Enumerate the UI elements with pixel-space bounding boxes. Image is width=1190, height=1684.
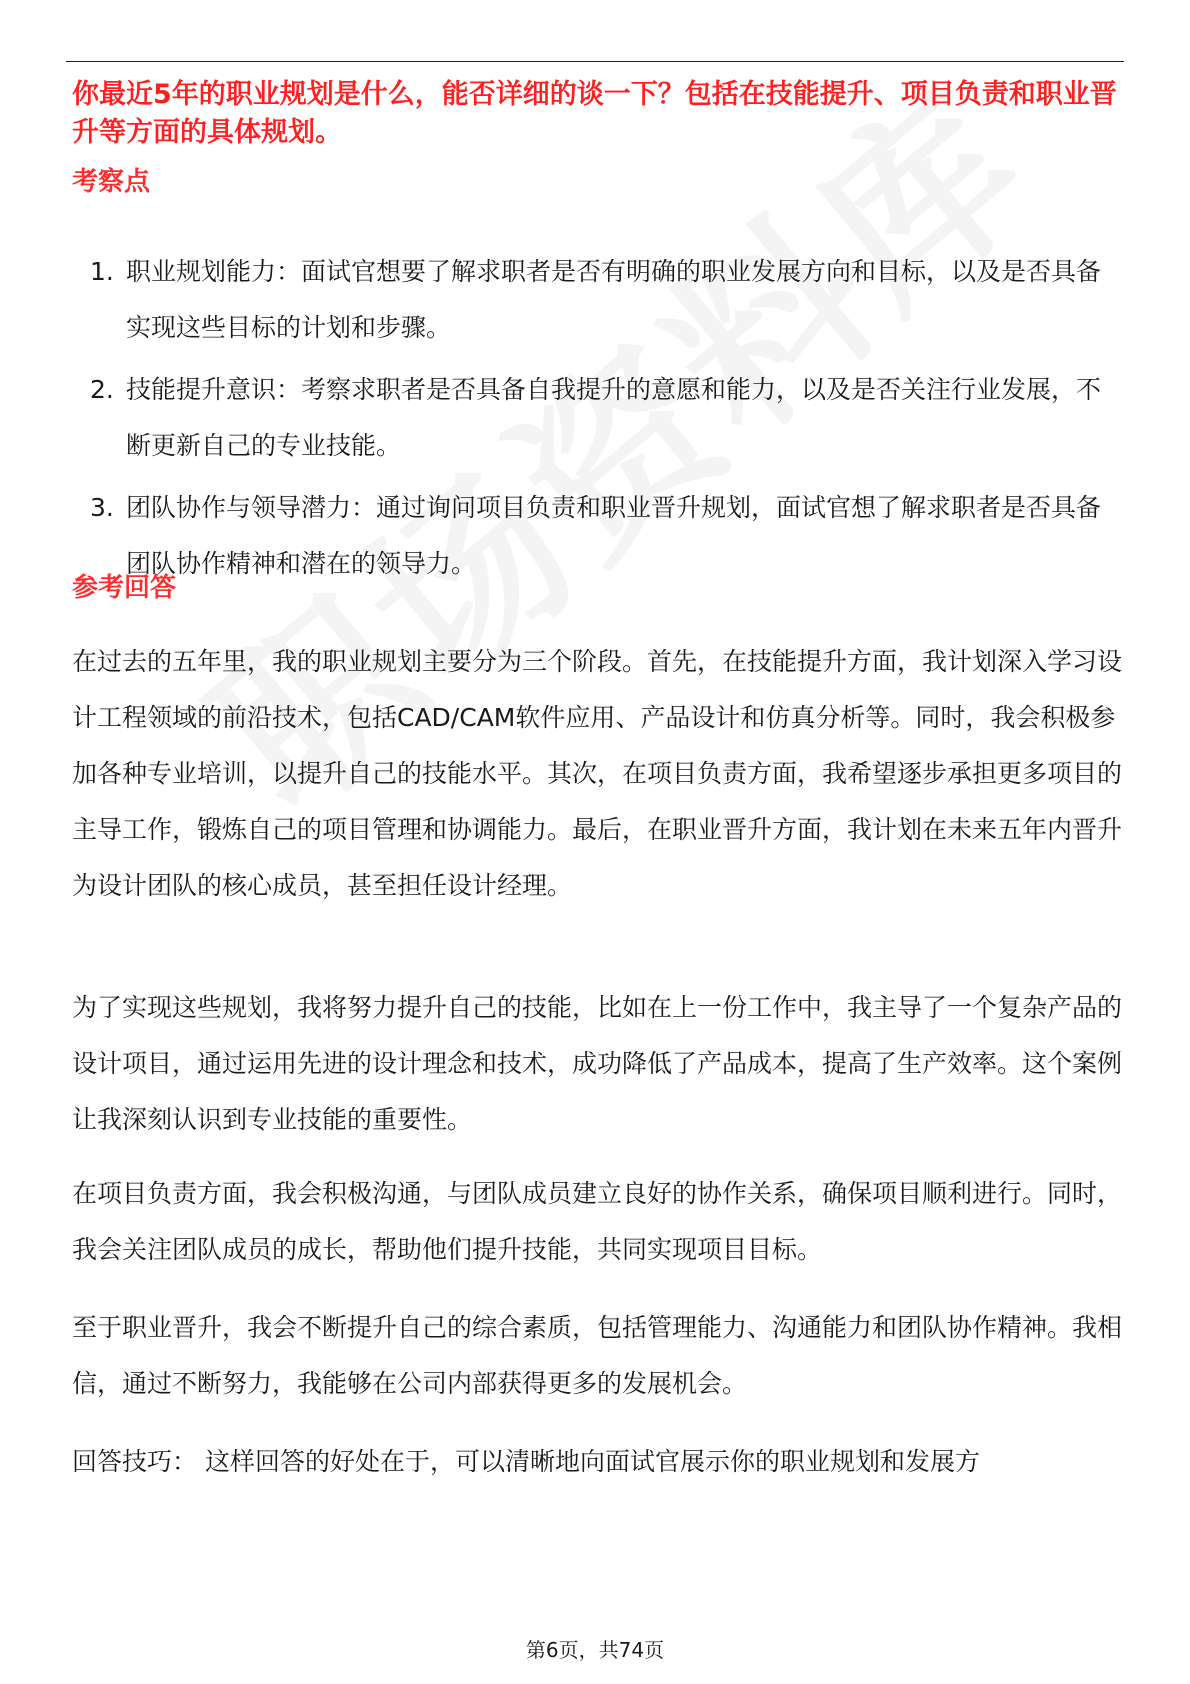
answer-heading: 参考回答 bbox=[72, 573, 177, 603]
answer-paragraph: 在过去的五年里，我的职业规划主要分为三个阶段。首先，在技能提升方面，我计划深入学习设计工程领域的前沿技术，包括CAD/CAM软件应用、产品设计和仿真分析等。同时，我会积极参加各种专业培训，以提升自己的技能水平。其次，在项目负责方面，我希望逐步承担更多项目的主导工作，锻炼自己的项目管理和协调能力。最后，在职业晋升方面，我计划在未来五年内晋升为设计团队的核心成员，甚至担任设计经理。 bbox=[72, 647, 1123, 900]
point-number: 2. bbox=[90, 375, 114, 404]
point-item bbox=[72, 480, 1122, 592]
question-title: 你最近5年的职业规划是什么，能否详细的谈一下？包括在技能提升、项目负责和职业晋升等方面的具体规划。 bbox=[72, 79, 1117, 148]
points-heading: 考察点 bbox=[72, 167, 151, 197]
point-text: 团队协作与领导潜力：通过询问项目负责和职业晋升规划，面试官想了解求职者是否具备团队协作精神和潜在的领导力。 bbox=[126, 493, 1102, 578]
top-rule bbox=[66, 61, 1124, 62]
point-item bbox=[72, 362, 1122, 474]
point-number: 1. bbox=[90, 257, 114, 286]
point-number: 3. bbox=[90, 493, 114, 522]
page-footer: 第6页，共74页 bbox=[525, 1638, 665, 1662]
points-list bbox=[72, 244, 1122, 598]
answer-paragraph: 在项目负责方面，我会积极沟通，与团队成员建立良好的协作关系，确保项目顺利进行。同时，我会关注团队成员的成长，帮助他们提升技能，共同实现项目目标。 bbox=[72, 1179, 1123, 1264]
point-text: 职业规划能力：面试官想要了解求职者是否有明确的职业发展方向和目标，以及是否具备实现这些目标的计划和步骤。 bbox=[126, 257, 1102, 342]
answer-paragraph: 为了实现这些规划，我将努力提升自己的技能，比如在上一份工作中，我主导了一个复杂产品的设计项目，通过运用先进的设计理念和技术，成功降低了产品成本，提高了生产效率。这个案例让我深刻认识到专业技能的重要性。 bbox=[72, 993, 1123, 1134]
point-item bbox=[72, 244, 1122, 356]
answer-paragraph: 至于职业晋升，我会不断提升自己的综合素质，包括管理能力、沟通能力和团队协作精神。我相信，通过不断努力，我能够在公司内部获得更多的发展机会。 bbox=[72, 1313, 1123, 1398]
point-text: 技能提升意识：考察求职者是否具备自我提升的意愿和能力，以及是否关注行业发展，不断更新自己的专业技能。 bbox=[126, 375, 1102, 460]
answer-tips: 回答技巧： 这样回答的好处在于，可以清晰地向面试官展示你的职业规划和发展方 bbox=[72, 1447, 980, 1476]
